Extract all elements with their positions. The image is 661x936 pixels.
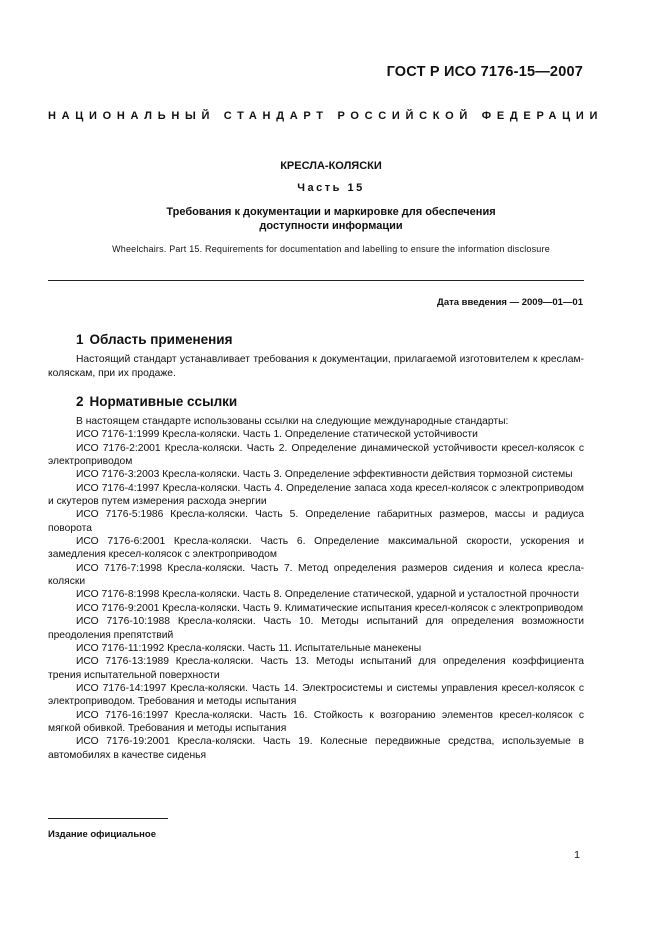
document-subtitle	[48, 205, 614, 233]
reference-item: ИСО 7176-6:2001 Кресла-коляски. Часть 6. Определение максимальной скорости, ускорения и замедления кресел-колясок с электроприводом	[48, 536, 584, 561]
section-2-number: 2	[76, 394, 84, 409]
english-title: Wheelchairs. Part 15. Requirements for documentation and labelling to ensure the information disclosure	[112, 244, 550, 254]
reference-item: ИСО 7176-13:1989 Кресла-коляски. Часть 13. Методы испытаний для определения коэффициента трения испытательной поверхности	[48, 656, 584, 681]
references-intro: В настоящем стандарте использованы ссылки на следующие международные стандарты:	[76, 416, 509, 427]
document-number: ГОСТ Р ИСО 7176-15—2007	[386, 64, 583, 80]
national-standard-banner: НАЦИОНАЛЬНЫЙ СТАНДАРТ РОССИЙСКОЙ ФЕДЕРАЦИИ	[48, 110, 604, 122]
document-part: Часть 15	[297, 182, 365, 194]
section-2-heading	[76, 394, 237, 409]
subtitle-line-1: Требования к документации и маркировке для обеспечения	[166, 206, 496, 218]
normative-references	[48, 415, 584, 762]
section-1-number: 1	[76, 332, 84, 347]
reference-item: ИСО 7176-14:1997 Кресла-коляски. Часть 14. Электросистемы и системы управления кресел-колясок с электроприводом. Требования и методы испытания	[48, 682, 584, 708]
reference-item: ИСО 7176-7:1998 Кресла-коляски. Часть 7. Метод определения размеров сидения и колеса кресла-коляски	[48, 562, 584, 588]
reference-item: ИСО 7176-11:1992 Кресла-коляски. Часть 11. Испытательные манекены	[76, 642, 422, 654]
reference-item: ИСО 7176-4:1997 Кресла-коляски. Часть 4. Определение запаса хода кресел-колясок с электроприводом и скутеров путем измерения расхода энергии	[48, 482, 584, 508]
reference-item: ИСО 7176-10:1988 Кресла-коляски. Часть 10. Методы испытаний для определения возможности преодоления препятствий	[48, 616, 584, 641]
reference-item: ИСО 7176-1:1999 Кресла-коляски. Часть 1. Определение статической устойчивости	[76, 429, 478, 441]
edition-note: Издание официальное	[48, 829, 156, 840]
reference-item: ИСО 7176-2:2001 Кресла-коляски. Часть 2. Определение динамической устойчивости кресел-колясок с электроприводом	[48, 442, 584, 468]
document-title: КРЕСЛА-КОЛЯСКИ	[280, 160, 382, 172]
section-1-text: Настоящий стандарт устанавливает требования к документации, прилагаемой изготовителем к креслам-коляскам, при их продаже.	[48, 354, 584, 380]
section-1-title: Область применения	[89, 332, 233, 347]
header-divider	[48, 280, 584, 281]
reference-item: ИСО 7176-16:1997 Кресла-коляски. Часть 16. Стойкость к возгоранию элементов кресел-колясок с мягкой обивкой. Требования и методы испытания	[48, 709, 584, 734]
introduction-date: Дата введения — 2009—01—01	[437, 297, 583, 308]
subtitle-line-2: доступности информации	[259, 220, 403, 232]
reference-item: ИСО 7176-19:2001 Кресла-коляски. Часть 19. Колесные передвижные средства, используемые в автомобилях в качестве сиденья	[48, 736, 584, 761]
footer-divider	[48, 818, 168, 819]
section-2-title: Нормативные ссылки	[89, 394, 238, 409]
section-1-heading	[76, 332, 232, 347]
reference-item: ИСО 7176-3:2003 Кресла-коляски. Часть 3. Определение эффективности действия тормозной системы	[76, 469, 573, 481]
reference-item: ИСО 7176-5:1986 Кресла-коляски. Часть 5. Определение габаритных размеров, массы и радиуса поворота	[48, 509, 584, 534]
reference-item: ИСО 7176-9:2001 Кресла-коляски. Часть 9. Климатические испытания кресел-колясок с электроприводом	[76, 602, 584, 614]
page-number: 1	[574, 849, 580, 861]
reference-item: ИСО 7176-8:1998 Кресла-коляски. Часть 8. Определение статической, ударной и усталостной прочности	[76, 589, 579, 601]
